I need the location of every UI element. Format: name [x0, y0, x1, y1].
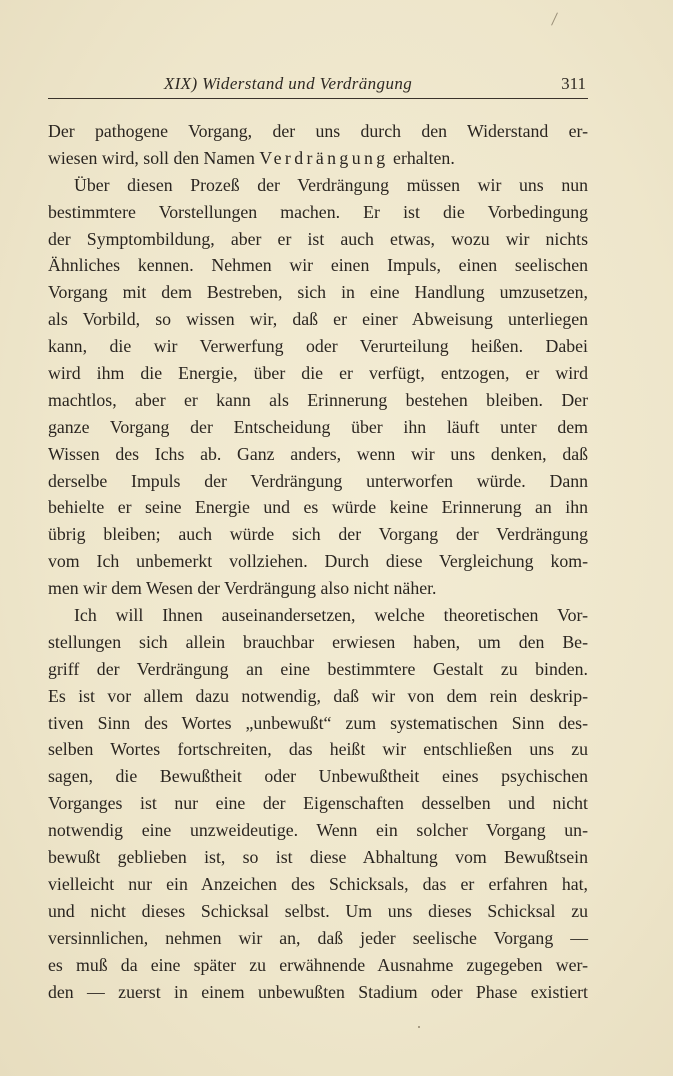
text-line	[48, 145, 588, 172]
text-segment: ganze Vorgang der Entscheidung über ihn läuft unter dem	[48, 416, 588, 437]
text-line	[48, 736, 588, 763]
text-segment: kann, die wir Verwerfung oder Verurteilung heißen. Dabei	[48, 336, 588, 357]
header-rule	[48, 98, 588, 99]
text-line	[48, 548, 588, 575]
text-segment: erhalten.	[388, 147, 455, 168]
text-segment: bewußt geblieben ist, so ist diese Abhaltung vom Bewußtsein	[48, 847, 588, 868]
text-line	[48, 952, 588, 979]
text-line	[48, 710, 588, 737]
text-segment: Der pathogene Vorgang, der uns durch den Widerstand er-	[48, 121, 588, 141]
text-segment: machtlos, aber er kann als Erinnerung bestehen bleiben. Der	[48, 389, 588, 410]
text-line	[48, 279, 588, 306]
text-line	[48, 441, 588, 468]
text-segment: wird ihm die Energie, über die er verfügt, entzogen, er wird	[48, 363, 588, 384]
text-segment: Über diesen Prozeß der Verdrängung müssen wir uns nun	[74, 174, 588, 195]
emphasized-term: Verdrängung	[259, 147, 389, 168]
text-segment: es muß da eine später zu erwähnende Ausnahme zugegeben wer-	[48, 954, 588, 975]
text-line	[48, 468, 588, 495]
text-segment: notwendig eine unzweideutige. Wenn ein solcher Vorgang un-	[48, 820, 588, 841]
text-line	[48, 817, 588, 844]
text-segment: Ähnliches kennen. Nehmen wir einen Impuls, einen seelischen	[48, 255, 588, 276]
text-segment: vielleicht nur ein Anzeichen des Schicksals, das er erfahren hat,	[48, 873, 588, 894]
page-header	[48, 70, 588, 102]
text-line	[48, 898, 588, 925]
text-line	[48, 387, 588, 414]
text-segment: den — zuerst in einem unbewußten Stadium oder Phase existiert	[48, 981, 588, 1002]
pencil-mark	[551, 12, 558, 25]
text-segment: Vorgang mit dem Bestreben, sich in eine Handlung umzusetzen,	[48, 282, 588, 303]
text-line	[48, 871, 588, 898]
text-line	[48, 521, 588, 548]
text-segment: derselbe Impuls der Verdrängung unterworfen würde. Dann	[48, 470, 588, 491]
text-line	[48, 333, 588, 360]
text-line	[48, 575, 588, 602]
text-line	[48, 360, 588, 387]
text-segment: wiesen wird, soll den Namen	[48, 147, 260, 168]
text-line	[48, 763, 588, 790]
text-line	[48, 414, 588, 441]
text-segment: der Symptombildung, aber er ist auch etwas, wozu wir nichts	[48, 228, 588, 249]
text-segment: übrig bleiben; auch würde sich der Vorgang der Verdrängung	[48, 524, 588, 545]
text-segment: versinnlichen, nehmen wir an, daß jeder seelische Vorgang —	[48, 927, 588, 948]
text-segment: vom Ich unbemerkt vollziehen. Durch diese Vergleichung kom-	[48, 551, 588, 572]
text-line	[48, 226, 588, 253]
text-line	[48, 172, 588, 199]
text-line	[48, 790, 588, 817]
running-head: XIX) Widerstand und Verdrängung	[163, 74, 413, 93]
text-segment: Ich will Ihnen auseinandersetzen, welche theoretischen Vor-	[74, 605, 588, 626]
text-segment: tiven Sinn des Wortes „unbewußt“ zum systematischen Sinn des-	[48, 712, 588, 733]
text-line	[48, 306, 588, 333]
text-segment: Vorganges ist nur eine der Eigenschaften desselben und nicht	[48, 793, 588, 814]
paper-speck	[418, 1026, 420, 1028]
text-line	[48, 494, 588, 521]
page-number: 311	[561, 74, 586, 93]
text-line	[48, 844, 588, 871]
text-line	[48, 252, 588, 279]
text-line	[48, 199, 588, 226]
text-line	[48, 683, 588, 710]
text-segment: griff der Verdrängung an eine bestimmtere Gestalt zu binden.	[48, 658, 588, 679]
text-segment: selben Wortes fortschreiten, das heißt wir entschließen uns zu	[48, 739, 588, 760]
text-line	[48, 602, 588, 629]
text-segment: men wir dem Wesen der Verdrängung also nicht näher.	[48, 578, 437, 599]
body-text	[48, 118, 588, 1005]
text-segment: und nicht dieses Schicksal selbst. Um uns dieses Schicksal zu	[48, 900, 588, 921]
text-segment: Es ist vor allem dazu notwendig, daß wir von dem rein deskrip-	[48, 685, 588, 706]
text-line	[48, 118, 588, 145]
text-line	[48, 656, 588, 683]
text-segment: Wissen des Ichs ab. Ganz anders, wenn wir uns denken, daß	[48, 443, 588, 464]
text-line	[48, 925, 588, 952]
text-line	[48, 979, 588, 1006]
text-segment: als Vorbild, so wissen wir, daß er einer Abweisung unterliegen	[48, 309, 588, 330]
text-line	[48, 629, 588, 656]
text-segment: behielte er seine Energie und es würde keine Erinnerung an ihn	[48, 497, 588, 518]
text-segment: stellungen sich allein brauchbar erwiesen haben, um den Be-	[48, 631, 588, 652]
text-segment: bestimmtere Vorstellungen machen. Er ist die Vorbedingung	[48, 201, 588, 222]
text-segment: sagen, die Bewußtheit oder Unbewußtheit eines psychischen	[48, 766, 588, 787]
